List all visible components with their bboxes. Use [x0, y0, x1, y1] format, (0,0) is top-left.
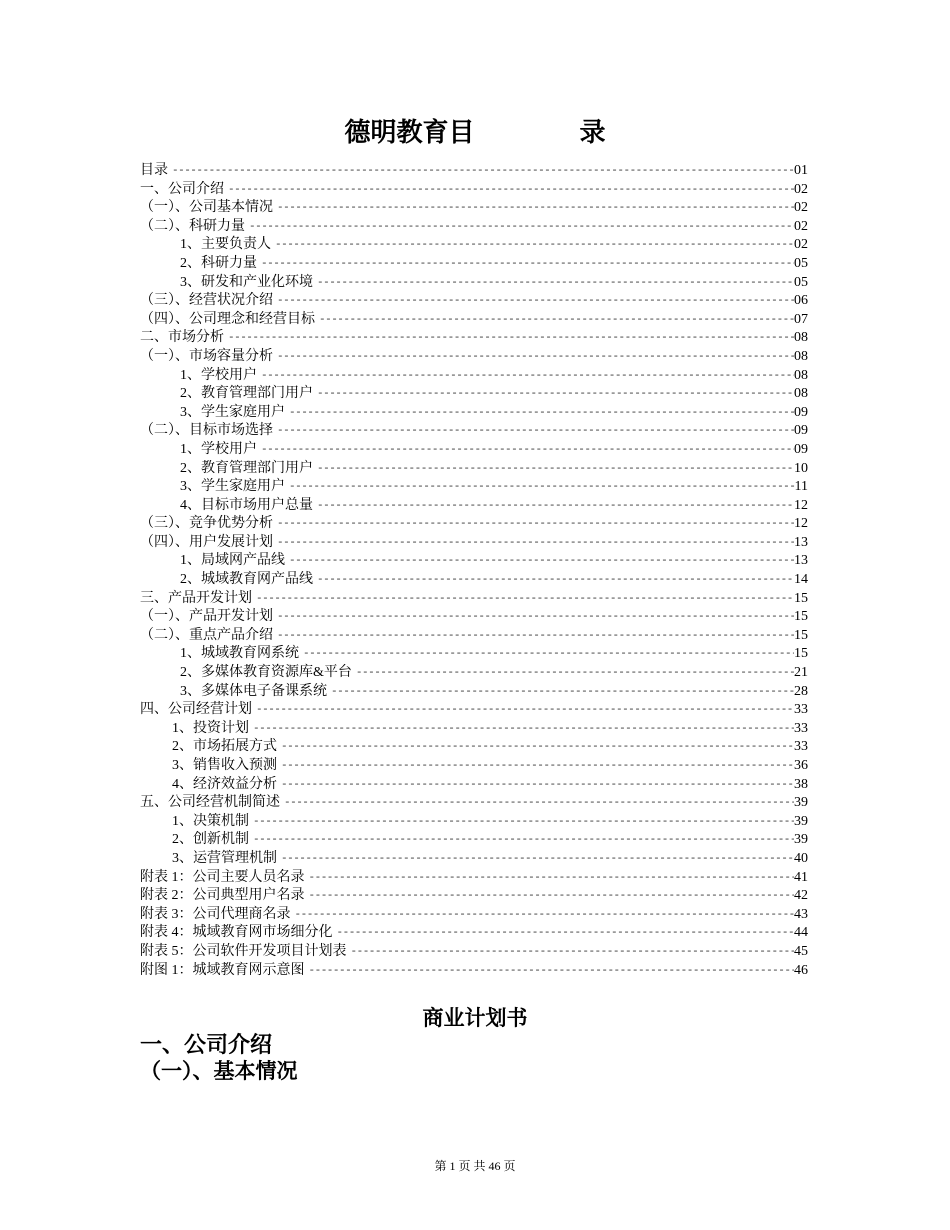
toc-entry[interactable]	[140, 813, 808, 832]
toc-entry-page: 08	[794, 348, 808, 364]
toc-entry[interactable]	[140, 664, 808, 683]
toc-entry[interactable]	[140, 367, 808, 386]
toc-leader-dashes	[261, 255, 794, 274]
toc-entry-label: 4、目标市场用户总量	[180, 497, 313, 513]
toc-entry-label: （一）、公司基本情况	[140, 200, 273, 216]
toc-entry-label: （二）、科研力量	[140, 218, 245, 234]
toc-entry-label: （四）、用户发展计划	[140, 534, 273, 550]
toc-entry-label: （一）、产品开发计划	[140, 609, 273, 625]
document-heading: 商业计划书	[422, 1006, 528, 1030]
toc-entry-label: （三）、经营状况介绍	[140, 293, 273, 309]
toc-entry-label: （三）、竞争优势分析	[140, 516, 273, 532]
toc-entry[interactable]	[140, 534, 808, 553]
toc-leader-dashes	[228, 329, 794, 348]
toc-entry-label: 四、公司经营计划	[140, 702, 252, 718]
toc-entry-page: 15	[794, 646, 808, 662]
toc-leader-dashes	[317, 385, 794, 404]
toc-entry-label: 4、经济效益分析	[172, 776, 277, 792]
toc-entry-page: 14	[794, 572, 808, 588]
toc-leader-dashes	[309, 887, 795, 906]
toc-entry[interactable]	[140, 627, 808, 646]
toc-entry-label: （四）、公司理念和经营目标	[140, 311, 315, 327]
toc-entry-label: 附表 1：公司主要人员名录	[140, 869, 305, 885]
toc-entry-label: （二）、目标市场选择	[140, 423, 273, 439]
toc-entry[interactable]	[140, 590, 808, 609]
toc-leader-dashes	[277, 534, 794, 553]
toc-leader-dashes	[277, 348, 794, 367]
toc-leader-dashes	[249, 218, 794, 237]
toc-entry-page: 46	[794, 962, 808, 978]
toc-entry-page: 13	[794, 553, 808, 569]
toc-leader-dashes	[261, 441, 794, 460]
toc-entry[interactable]	[140, 218, 808, 237]
toc-entry[interactable]	[140, 441, 808, 460]
subsection-heading: （一）、基本情况	[140, 1059, 298, 1083]
toc-leader-dashes	[275, 236, 794, 255]
toc-leader-dashes	[256, 590, 794, 609]
toc-leader-dashes	[309, 962, 795, 981]
toc-entry[interactable]	[140, 515, 808, 534]
toc-entry[interactable]	[140, 181, 808, 200]
toc-entry-label: 1、主要负责人	[180, 237, 271, 253]
toc-entry[interactable]	[140, 943, 808, 962]
toc-entry[interactable]	[140, 962, 808, 981]
toc-entry-label: 3、运营管理机制	[172, 850, 277, 866]
toc-entry-page: 33	[794, 739, 808, 755]
page-footer: 第 1 页 共 46 页	[434, 1159, 516, 1173]
table-of-contents	[140, 162, 808, 980]
toc-entry[interactable]	[140, 850, 808, 869]
toc-entry-page: 15	[794, 609, 808, 625]
toc-entry-label: 2、科研力量	[180, 255, 257, 271]
toc-entry-page: 36	[794, 758, 808, 773]
toc-entry[interactable]	[140, 757, 808, 776]
toc-leader-dashes	[356, 664, 794, 683]
toc-entry-label: 附表 3：公司代理商名录	[140, 906, 291, 922]
toc-leader-dashes	[317, 571, 794, 590]
toc-leader-dashes	[331, 683, 794, 702]
toc-entry-label: 2、多媒体教育资源库&平台	[180, 665, 352, 681]
toc-entry-page: 01	[794, 163, 808, 178]
toc-leader-dashes	[277, 515, 794, 534]
toc-entry-label: 二、市场分析	[140, 330, 224, 346]
toc-entry-page: 05	[794, 274, 808, 290]
toc-leader-dashes	[319, 311, 794, 330]
toc-entry-page: 45	[794, 943, 808, 959]
toc-entry-label: 3、学生家庭用户	[180, 404, 285, 420]
toc-title	[0, 112, 950, 149]
toc-entry-page: 33	[794, 720, 808, 736]
toc-entry[interactable]	[140, 924, 808, 943]
toc-entry[interactable]	[140, 794, 808, 813]
toc-entry-label: （一）、市场容量分析	[140, 348, 273, 364]
toc-entry-page: 09	[794, 404, 808, 420]
toc-entry[interactable]	[140, 887, 808, 906]
toc-entry-label: 1、学校用户	[180, 441, 257, 457]
toc-entry-label: 2、创新机制	[172, 832, 249, 848]
toc-entry-label: 附表 4：城域教育网市场细分化	[140, 925, 333, 941]
toc-entry-page: 44	[794, 925, 808, 941]
section-heading: 一、公司介绍	[140, 1033, 273, 1058]
toc-leader-dashes	[309, 869, 795, 888]
toc-entry-label: 附表 2：公司典型用户名录	[140, 888, 305, 904]
toc-leader-dashes	[289, 404, 794, 423]
toc-entry[interactable]	[140, 460, 808, 479]
toc-leader-dashes	[228, 181, 794, 200]
toc-entry-page: 05	[794, 255, 808, 271]
toc-entry-page: 39	[794, 795, 808, 811]
toc-entry-page: 43	[794, 906, 808, 922]
toc-entry-page: 10	[794, 460, 808, 476]
toc-entry-label: 附表 5：公司软件开发项目计划表	[140, 943, 347, 959]
toc-entry-label: 五、公司经营机制简述	[140, 795, 280, 811]
toc-entry[interactable]	[140, 683, 808, 702]
toc-leader-dashes	[253, 831, 794, 850]
toc-entry-label: 附图 1：城域教育网示意图	[140, 962, 305, 978]
toc-entry-page: 06	[794, 293, 808, 309]
toc-entry-page: 02	[794, 181, 808, 197]
toc-entry-page: 08	[794, 367, 808, 383]
toc-leader-dashes	[277, 608, 794, 627]
toc-leader-dashes	[289, 478, 795, 497]
toc-entry-page: 15	[794, 590, 808, 606]
toc-leader-dashes	[281, 850, 794, 869]
toc-leader-dashes	[261, 367, 794, 386]
toc-leader-dashes	[253, 813, 794, 832]
toc-leader-dashes	[281, 738, 794, 757]
toc-entry-page: 12	[794, 516, 808, 532]
toc-entry[interactable]	[140, 552, 808, 571]
toc-entry[interactable]	[140, 776, 808, 795]
toc-entry-page: 13	[794, 534, 808, 550]
toc-entry[interactable]	[140, 720, 808, 739]
toc-entry[interactable]	[140, 255, 808, 274]
toc-entry-label: 1、投资计划	[172, 720, 249, 736]
toc-entry[interactable]	[140, 478, 808, 497]
toc-entry[interactable]	[140, 236, 808, 255]
toc-entry-page: 39	[794, 813, 808, 829]
toc-entry-label: 三、产品开发计划	[140, 590, 252, 606]
toc-leader-dashes	[281, 757, 794, 776]
toc-leader-dashes	[317, 497, 794, 516]
toc-entry-page: 07	[794, 311, 808, 327]
toc-leader-dashes	[303, 645, 794, 664]
toc-entry-label: 一、公司介绍	[140, 181, 224, 197]
toc-entry[interactable]	[140, 404, 808, 423]
toc-entry-page: 39	[794, 832, 808, 848]
toc-leader-dashes	[277, 627, 794, 646]
toc-entry-label: 1、决策机制	[172, 813, 249, 829]
toc-entry-page: 02	[794, 237, 808, 253]
toc-entry-page: 15	[794, 627, 808, 643]
toc-entry[interactable]	[140, 162, 808, 181]
toc-entry[interactable]	[140, 701, 808, 720]
toc-entry-label: 1、学校用户	[180, 367, 257, 383]
toc-entry-page: 02	[794, 218, 808, 234]
toc-entry[interactable]	[140, 738, 808, 757]
toc-entry-label: （二）、重点产品介绍	[140, 627, 273, 643]
toc-entry[interactable]	[140, 497, 808, 516]
toc-entry-page: 28	[794, 683, 808, 699]
toc-entry-page: 02	[794, 200, 808, 216]
toc-entry[interactable]	[140, 831, 808, 850]
toc-leader-dashes	[277, 292, 794, 311]
toc-entry-label: 3、研发和产业化环境	[180, 274, 313, 290]
toc-leader-dashes	[172, 162, 794, 181]
toc-entry[interactable]	[140, 199, 808, 218]
toc-leader-dashes	[253, 720, 794, 739]
toc-entry-page: 41	[794, 869, 808, 885]
toc-entry-page: 08	[794, 330, 808, 346]
toc-entry-label: 目录	[140, 163, 168, 178]
toc-entry-label: 2、教育管理部门用户	[180, 386, 313, 402]
toc-leader-dashes	[281, 776, 794, 795]
title-part-2: 录	[579, 118, 606, 148]
toc-entry[interactable]	[140, 608, 808, 627]
toc-entry[interactable]	[140, 274, 808, 293]
toc-entry-page: 11	[794, 479, 808, 495]
toc-leader-dashes	[337, 924, 795, 943]
toc-leader-dashes	[317, 460, 794, 479]
toc-entry-label: 3、多媒体电子备课系统	[180, 683, 327, 699]
toc-leader-dashes	[256, 701, 794, 720]
toc-entry-label: 2、教育管理部门用户	[180, 460, 313, 476]
toc-entry[interactable]	[140, 311, 808, 330]
toc-entry-page: 33	[794, 702, 808, 718]
toc-leader-dashes	[351, 943, 795, 962]
toc-entry-label: 3、学生家庭用户	[180, 479, 285, 495]
toc-leader-dashes	[289, 552, 794, 571]
toc-entry-page: 09	[794, 441, 808, 457]
toc-entry-page: 08	[794, 386, 808, 402]
toc-entry-page: 40	[794, 850, 808, 866]
toc-entry-page: 38	[794, 776, 808, 792]
toc-entry-label: 2、市场拓展方式	[172, 739, 277, 755]
toc-entry[interactable]	[140, 906, 808, 925]
toc-entry[interactable]	[140, 645, 808, 664]
toc-leader-dashes	[317, 274, 794, 293]
toc-leader-dashes	[284, 794, 794, 813]
toc-entry-page: 21	[794, 665, 808, 681]
toc-entry-page: 42	[794, 888, 808, 904]
toc-entry-label: 3、销售收入预测	[172, 758, 277, 773]
toc-entry-label: 2、城域教育网产品线	[180, 572, 313, 588]
toc-entry[interactable]	[140, 422, 808, 441]
toc-entry[interactable]	[140, 329, 808, 348]
toc-entry[interactable]	[140, 385, 808, 404]
toc-leader-dashes	[295, 906, 795, 925]
toc-entry[interactable]	[140, 869, 808, 888]
toc-entry[interactable]	[140, 292, 808, 311]
toc-leader-dashes	[277, 422, 794, 441]
toc-leader-dashes	[277, 199, 794, 218]
toc-entry-page: 12	[794, 497, 808, 513]
toc-entry-label: 1、局域网产品线	[180, 553, 285, 569]
toc-entry[interactable]	[140, 348, 808, 367]
toc-entry-page: 09	[794, 423, 808, 439]
toc-entry[interactable]	[140, 571, 808, 590]
toc-entry-label: 1、城域教育网系统	[180, 646, 299, 662]
title-part-1: 德明教育目	[344, 118, 475, 148]
